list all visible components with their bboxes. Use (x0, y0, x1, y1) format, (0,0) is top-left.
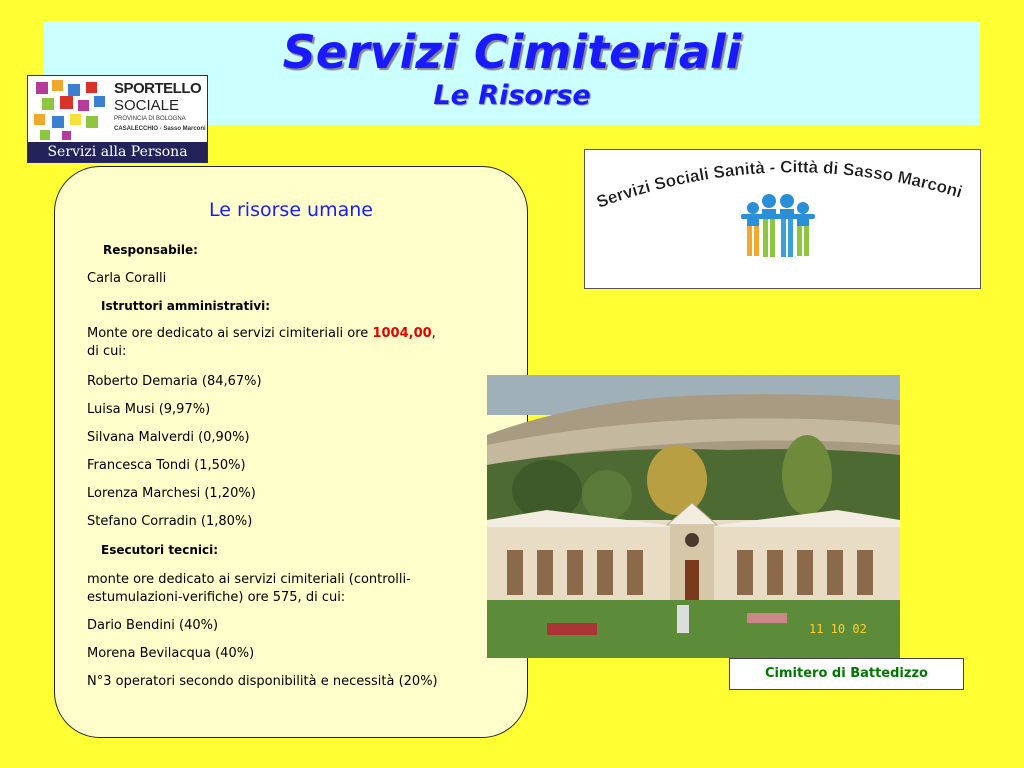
list-item: Luisa Musi (9,97%) (87, 402, 211, 417)
responsabile-name: Carla Coralli (87, 271, 167, 286)
colored-squares-icon (28, 76, 112, 142)
logo-band: Servizi alla Persona (28, 142, 207, 162)
esecutori-label: Esecutori tecnici: (101, 543, 218, 557)
list-item: Stefano Corradin (1,80%) (87, 514, 253, 529)
list-item: Francesca Tondi (1,50%) (87, 458, 246, 473)
list-item: Lorenza Marchesi (1,20%) (87, 486, 256, 501)
logo-brand-line4: CASALECCHIO - Sasso Marconi (114, 126, 206, 132)
photo-date-stamp: 11 10 02 (809, 622, 867, 636)
monte-ore-line (87, 325, 507, 343)
istruttori-label: Istruttori amministrativi: (101, 299, 271, 313)
list-item: Silvana Malverdi (0,90%) (87, 430, 250, 445)
page-title: Servizi Cimiteriali (282, 25, 742, 79)
panel-title: Le risorse umane (209, 199, 373, 221)
logo-brand-line2: SOCIALE (114, 97, 180, 114)
list-item: Dario Bendini (40%) (87, 618, 219, 633)
svg-text:Servizi Sociali Sanità - Città (594, 157, 965, 211)
sportello-sociale-logo (27, 75, 208, 163)
monte-ore-prefix: Monte ore dedicato ai servizi cimiteriali ore (87, 326, 373, 341)
people-icon (741, 194, 815, 257)
monte-ore-value: 1004,00 (372, 326, 432, 341)
responsabile-label: Responsabile: (103, 243, 198, 257)
list-item: Roberto Demaria (84,67%) (87, 374, 262, 389)
sasso-logo-graphic (585, 150, 980, 288)
logo-brand-line1: SPORTELLO (114, 80, 202, 97)
sasso-marconi-logo (584, 149, 981, 289)
monte-ore-di-cui: di cui: (87, 344, 127, 359)
page-subtitle: Le Risorse (433, 80, 591, 111)
cemetery-illustration (487, 375, 900, 658)
cemetery-photo (487, 375, 900, 658)
human-resources-panel (54, 166, 528, 738)
esecutori-desc-2: estumulazioni-verifiche) ore 575, di cui: (87, 590, 346, 605)
list-item: N°3 operatori secondo disponibilità e necessità (20%) (87, 674, 438, 689)
logo-brand-line3: PROVINCIA DI BOLOGNA (114, 116, 186, 122)
esecutori-desc-1: monte ore dedicato ai servizi cimiteriali (controlli- (87, 572, 411, 587)
list-item: Morena Bevilacqua (40%) (87, 646, 255, 661)
sasso-logo-text: Servizi Sociali Sanità - Città di Sasso Marconi (593, 157, 965, 212)
photo-caption: Cimitero di Battedizzo (729, 658, 964, 690)
monte-ore-suffix: , (431, 326, 436, 341)
